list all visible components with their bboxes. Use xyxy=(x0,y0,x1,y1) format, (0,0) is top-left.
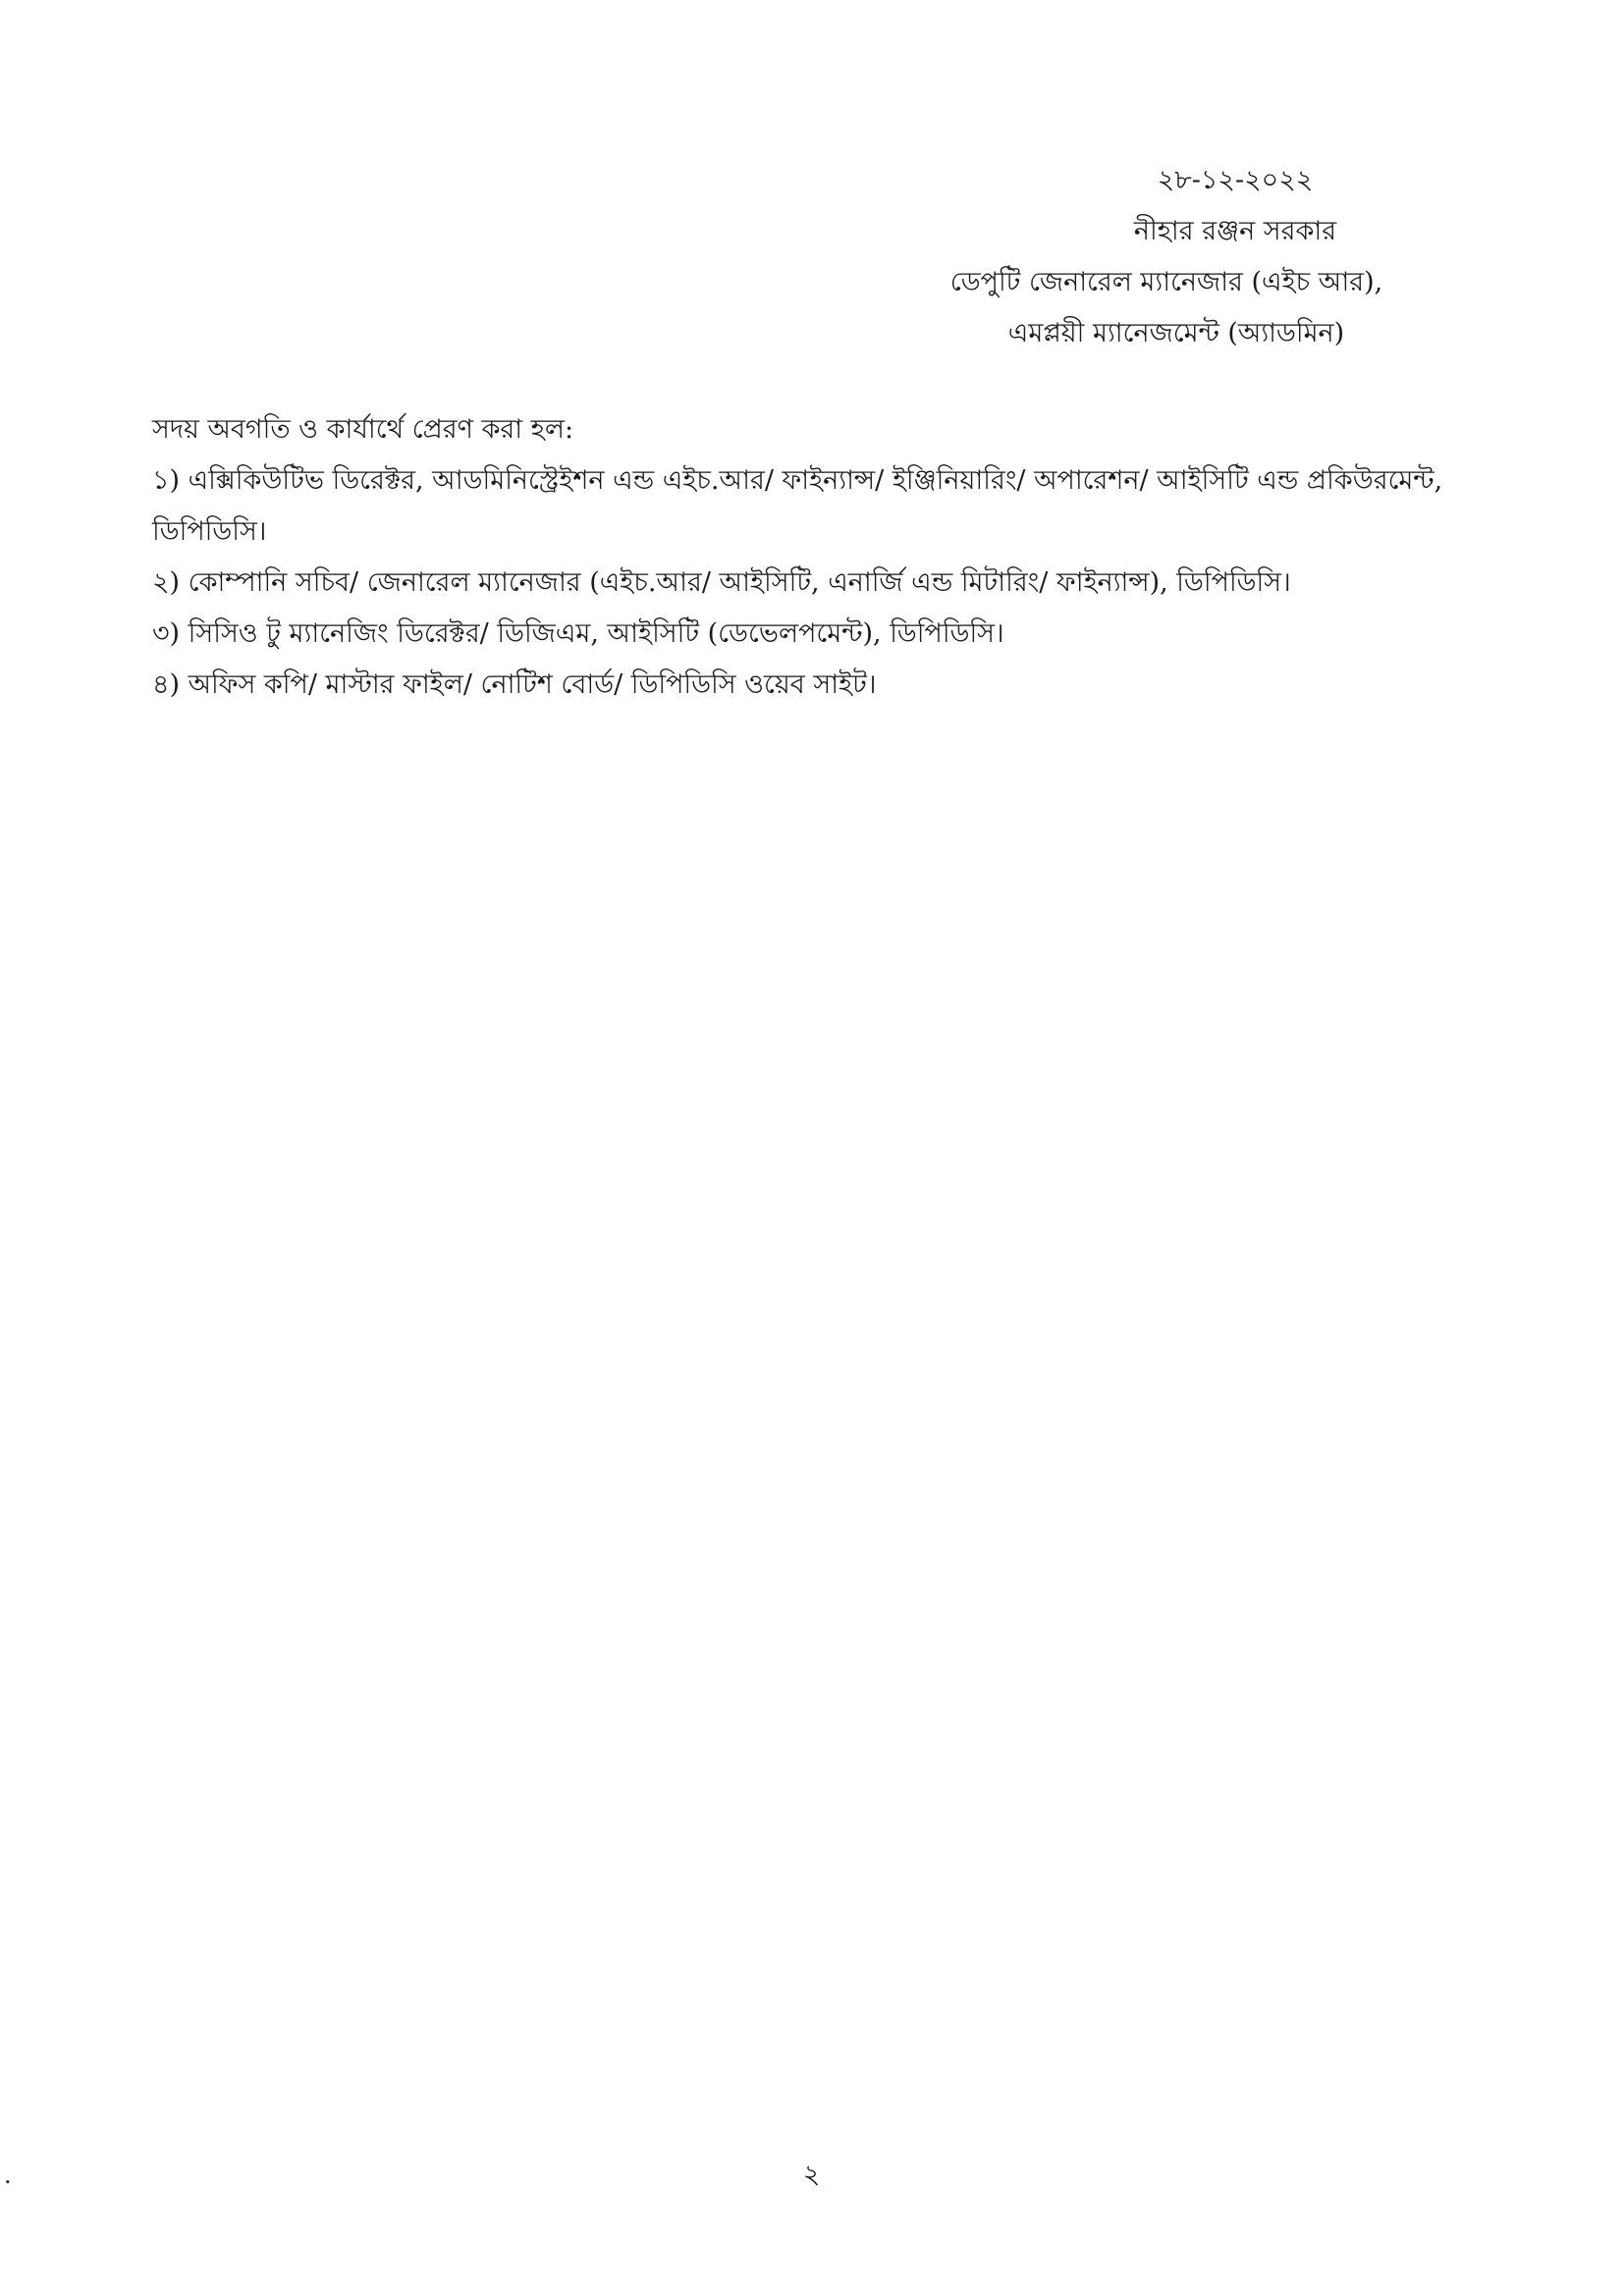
recipient-list xyxy=(152,455,1468,711)
signatory-name: নীহার রঞ্জন সরকার xyxy=(1133,216,1337,246)
list-item: ১) এক্সিকিউটিভ ডিরেক্টর, আডমিনিস্ট্রেইশন এন্ড এইচ.আর/ ফাইন্যান্স/ ইঞ্জিনিয়ারিং/ অপারেশন/ আইসিটি এন্ড প্রকিউরমেন্ট, ডিপিডিসি। xyxy=(152,465,1443,547)
list-item: ৩) সিসিও টু ম্যানেজিং ডিরেক্টর/ ডিজিএম, আইসিটি (ডেভেলপমেন্ট), ডিপিডিসি। xyxy=(152,618,1004,649)
list-item: ২) কোম্পানি সচিব/ জেনারেল ম্যানেজার (এইচ.আর/ আইসিটি, এনার্জি এন্ড মিটারিং/ ফাইন্যান্স), ডিপিডিসি। xyxy=(152,567,1291,598)
list-item: ৪) অফিস কপি/ মাস্টার ফাইল/ নোটিশ বোর্ড/ ডিপিডিসি ওয়েব সাইট। xyxy=(152,669,877,700)
signature-date: ২৮-১২-২০২২ xyxy=(1157,165,1314,195)
distribution-list xyxy=(152,404,1468,711)
signatory-department: এমপ্লয়ী ম্যানেজমেন্ট (অ্যাডমিন) xyxy=(1007,318,1345,348)
signature-block xyxy=(887,155,1436,359)
edge-mark: . xyxy=(4,2162,12,2189)
page-number: ২ xyxy=(802,2160,821,2190)
distribution-heading: সদয় অবগতি ও কার্যার্থে প্রেরণ করা হল: xyxy=(152,414,574,445)
signatory-designation: ডেপুটি জেনারেল ম্যানেজার (এইচ আর), xyxy=(949,267,1383,297)
